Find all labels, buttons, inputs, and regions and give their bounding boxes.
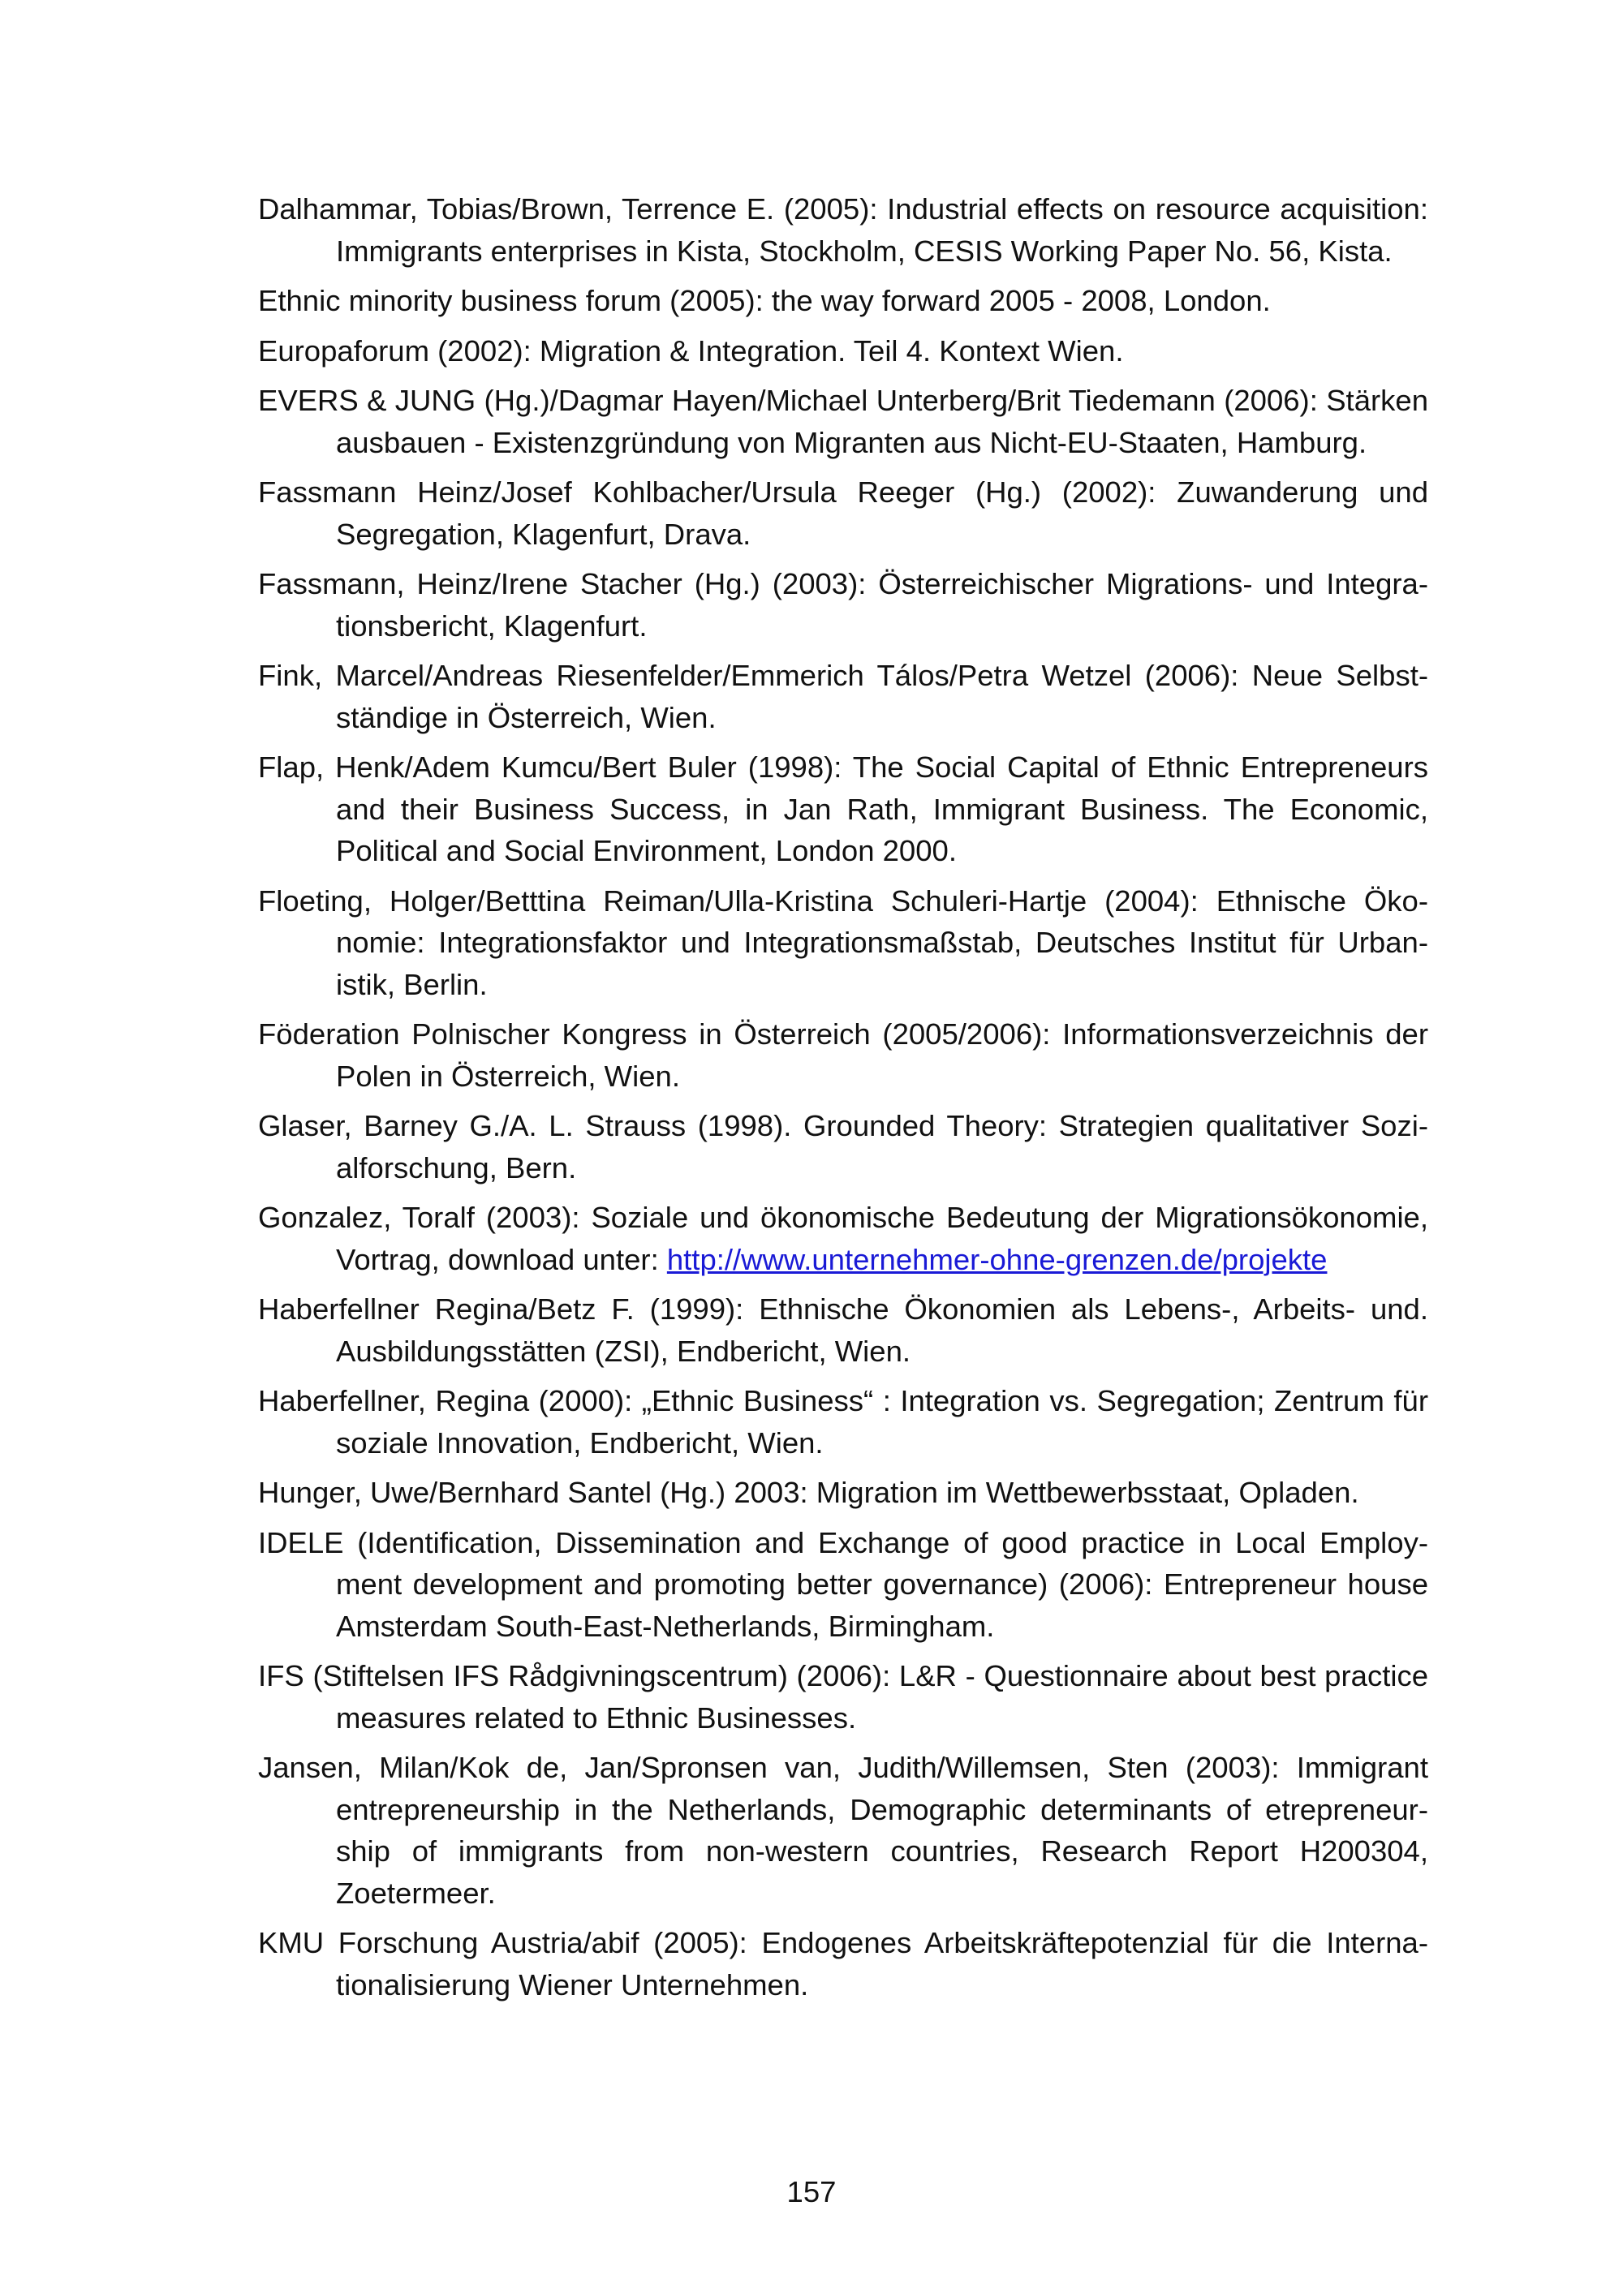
reference-entry <box>258 1380 1428 1464</box>
page-number: 157 <box>786 2175 837 2208</box>
reference-text: Haberfellner, Regina (2000): „Ethnic Business“ : Integration vs. Segregation; Zentrum für soziale Innovation, Endbericht, Wien. <box>258 1384 1428 1460</box>
reference-entry <box>258 380 1428 463</box>
reference-text: IDELE (Identification, Dissemination and Exchange of good practice in Local Employment development and promoting better governance) (2006): Entrepreneur house Amsterdam South-East-Netherlands, Birmingham. <box>258 1525 1428 1643</box>
reference-text: Hunger, Uwe/Bernhard Santel (Hg.) 2003: Migration im Wettbewerbsstaat, Opladen. <box>258 1476 1359 1509</box>
bibliography-page <box>258 188 1428 2014</box>
reference-entry <box>258 471 1428 555</box>
reference-text: Floeting, Holger/Betttina Reiman/Ulla-Kristina Schuleri-Hartje (2004): Ethnische Ökonomie: Integrationsfaktor und Integrationsmaßstab, Deutsches Institut für Urbanistik, Berlin. <box>258 884 1428 1001</box>
reference-text: Dalhammar, Tobias/Brown, Terrence E. (2005): Industrial effects on resource acquisition: Immigrants enterprises in Kista, Stockholm, CESIS Working Paper No. 56, Kista. <box>258 192 1428 268</box>
reference-entry <box>258 280 1428 322</box>
reference-entry <box>258 880 1428 1006</box>
reference-entry <box>258 1922 1428 2006</box>
reference-entry <box>258 1197 1428 1280</box>
reference-text: IFS (Stiftelsen IFS Rådgivningscentrum) (2006): L&R - Questionnaire about best practice measures related to Ethnic Businesses. <box>258 1659 1428 1735</box>
reference-text: Gonzalez, Toralf (2003): Soziale und ökonomische Bedeutung der Migrationsökonomie, Vortrag, download unter: <box>258 1201 1428 1276</box>
reference-entry <box>258 1013 1428 1097</box>
reference-entry <box>258 1522 1428 1648</box>
reference-text: Föderation Polnischer Kongress in Österreich (2005/2006): Informationsverzeichnis der Polen in Österreich, Wien. <box>258 1017 1428 1093</box>
reference-text: Haberfellner Regina/Betz F. (1999): Ethnische Ökonomien als Lebens-, Arbeits- und. Ausbildungsstätten (ZSI), Endbericht, Wien. <box>258 1292 1428 1368</box>
reference-entry <box>258 1288 1428 1372</box>
reference-link[interactable]: http://www.unternehmer-ohne-grenzen.de/projekte <box>666 1242 1328 1276</box>
reference-entry <box>258 746 1428 872</box>
reference-entry <box>258 1472 1428 1514</box>
reference-text: Fassmann Heinz/Josef Kohlbacher/Ursula Reeger (Hg.) (2002): Zuwanderung und Segregation, Klagenfurt, Drava. <box>258 475 1428 551</box>
reference-entry <box>258 330 1428 372</box>
reference-entry <box>258 655 1428 738</box>
reference-entry <box>258 1747 1428 1914</box>
reference-entry <box>258 1655 1428 1739</box>
reference-text: Fink, Marcel/Andreas Riesenfelder/Emmerich Tálos/Petra Wetzel (2006): Neue Selbstständige in Österreich, Wien. <box>258 659 1428 734</box>
reference-text: Fassmann, Heinz/Irene Stacher (Hg.) (2003): Österreichischer Migrations- und Integrationsbericht, Klagenfurt. <box>258 567 1428 643</box>
reference-entry <box>258 563 1428 647</box>
reference-text: Glaser, Barney G./A. L. Strauss (1998). Grounded Theory: Strategien qualitativer Sozialforschung, Bern. <box>258 1109 1428 1185</box>
reference-text: Flap, Henk/Adem Kumcu/Bert Buler (1998): The Social Capital of Ethnic Entrepreneurs and their Business Success, in Jan Rath, Immigrant Business. The Economic, Political and Social Environment, London 2000. <box>258 750 1428 867</box>
reference-entry <box>258 188 1428 272</box>
reference-text: Ethnic minority business forum (2005): the way forward 2005 - 2008, London. <box>258 284 1271 317</box>
reference-text: Europaforum (2002): Migration & Integration. Teil 4. Kontext Wien. <box>258 333 1124 368</box>
reference-text: Jansen, Milan/Kok de, Jan/Spronsen van, Judith/Willemsen, Sten (2003): Immigrant entrepreneurship in the Netherlands, Demographic determinants of etrepreneurship of immigrants from non-western countries, Research Report H200304, Zoetermeer. <box>258 1751 1428 1910</box>
reference-entry <box>258 1105 1428 1189</box>
reference-text: EVERS & JUNG (Hg.)/Dagmar Hayen/Michael Unterberg/Brit Tiedemann (2006): Stärken ausbauen - Existenzgründung von Migranten aus Nicht-EU-Staaten, Hamburg. <box>258 384 1428 459</box>
reference-text: KMU Forschung Austria/abif (2005): Endogenes Arbeitskräftepotenzial für die Internationalisierung Wiener Unternehmen. <box>258 1926 1428 2001</box>
